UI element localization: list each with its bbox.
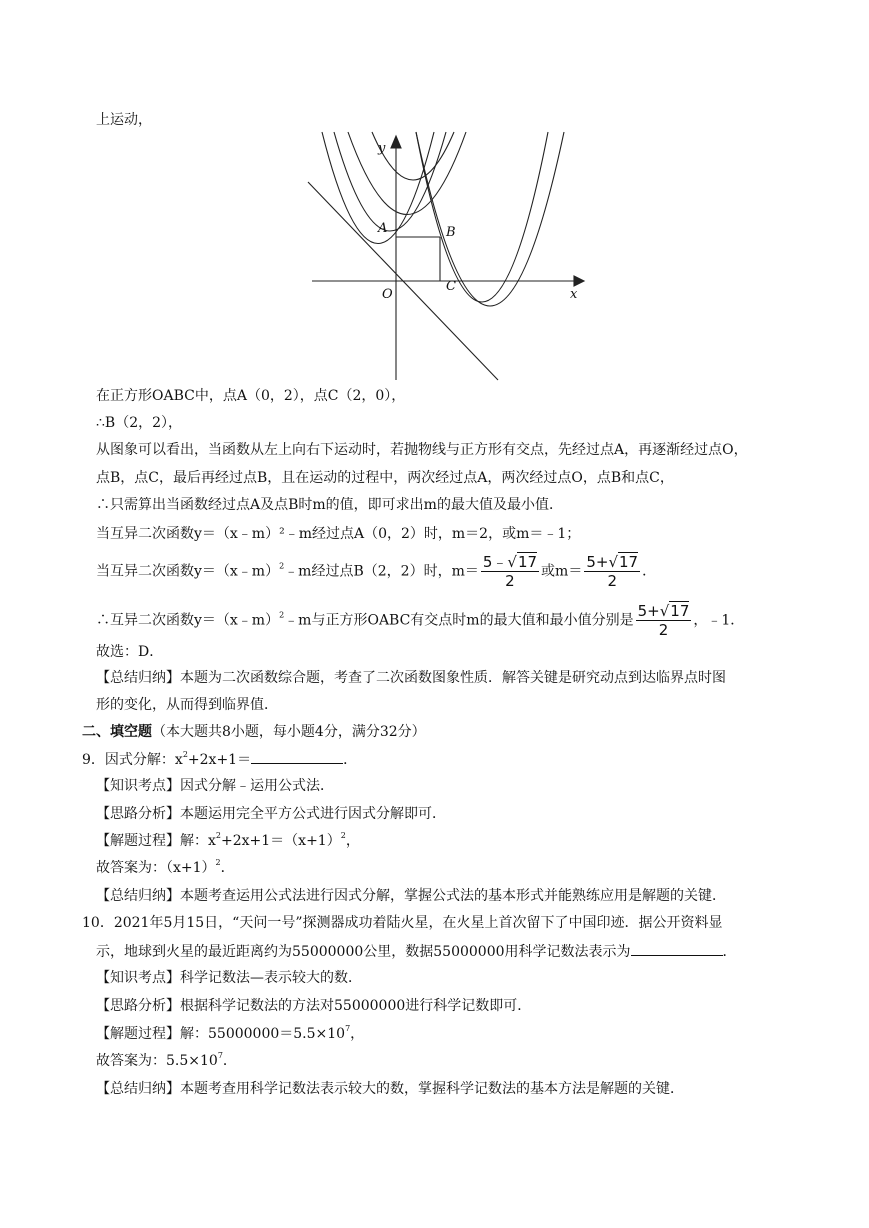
exponent: 7 xyxy=(345,1024,351,1033)
exponent: 2 xyxy=(279,610,285,620)
exponent: 2 xyxy=(215,831,221,840)
text-line xyxy=(96,1024,364,1044)
y-axis-arrow xyxy=(391,136,401,148)
text-line: 【知识考点】科学记数法—表示较大的数． xyxy=(96,970,362,986)
text-segment: 示，地球到火星的最近距离约为55000000公里，数据55000000用科学记数法表示为 xyxy=(96,944,631,960)
text-segment: ﹣m与正方形OABC有交点时m的最大值和最小值分别是 xyxy=(284,612,634,629)
text-line: 【总结归纳】本题考查用科学记数法表示较大的数，掌握科学记数法的基本方法是解题的关键． xyxy=(96,1081,684,1097)
text-line: 【思路分析】本题运用完全平方公式进行因式分解即可． xyxy=(96,806,446,822)
exponent: 2 xyxy=(340,831,346,840)
exponent: 2 xyxy=(279,561,285,571)
text-segment: 或m＝ xyxy=(541,563,583,580)
fraction-num: 5+ xyxy=(637,602,660,620)
answer-blank xyxy=(251,749,343,764)
text-line xyxy=(96,831,360,851)
graph-label-a: A xyxy=(378,221,388,236)
fraction-num: 5+ xyxy=(586,553,609,571)
text-segment: 【解题过程】解：x xyxy=(96,833,216,849)
text-line xyxy=(96,602,744,639)
text-line: ∴只需算出当函数经过点A及点B时m的值，即可求出m的最大值及最小值． xyxy=(96,497,563,513)
text-line: ∴B（2，2）， xyxy=(96,415,183,431)
fraction-den: 2 xyxy=(607,572,617,590)
text-segment: ∴互异二次函数y＝（x﹣m） xyxy=(96,612,280,629)
text-line xyxy=(96,941,737,962)
radicand: 17 xyxy=(517,553,538,571)
section-title: 二、填空题 xyxy=(82,724,152,740)
section-note: （本大题共8小题，每小题4分，满分32分） xyxy=(152,724,426,740)
text-segment: 当互异二次函数y＝（x﹣m） xyxy=(96,563,280,580)
section-tag: 【总结归纳】 xyxy=(96,670,180,686)
text-segment: ． xyxy=(722,944,737,960)
sqrt-symbol: √ xyxy=(608,553,619,571)
sqrt-symbol: √ xyxy=(507,553,517,571)
text-line: 故选：D． xyxy=(96,644,164,660)
text-segment: 【解题过程】解：55000000＝5.5×10 xyxy=(96,1026,346,1042)
text-line xyxy=(96,1051,237,1071)
radicand: 17 xyxy=(670,602,690,620)
section-heading xyxy=(82,722,426,742)
fraction xyxy=(584,553,640,590)
text-line: 【总结归纳】本题考查运用公式法进行因式分解，掌握公式法的基本形式并能熟练应用是解题的关键． xyxy=(96,888,726,904)
parabola-graph xyxy=(300,130,590,382)
graph-label-x: x xyxy=(570,287,578,302)
text-line xyxy=(96,668,726,688)
text-line: 【思路分析】根据科学记数法的方法对55000000进行科学记数即可． xyxy=(96,998,532,1014)
fraction-den: 2 xyxy=(505,572,515,590)
graph-label-c: C xyxy=(446,279,456,294)
text-line xyxy=(96,553,656,590)
sqrt-symbol: √ xyxy=(659,602,670,620)
text-segment: ， xyxy=(350,1026,365,1042)
text-segment: ，﹣1． xyxy=(693,612,745,629)
question-9 xyxy=(82,749,357,770)
fraction xyxy=(481,553,539,590)
text-line: 点B，点C，最后再经过点B，且在运动的过程中，两次经过点A，两次经过点O，点B和点C， xyxy=(96,470,674,486)
text-line: 从图象可以看出，当函数从左上向右下运动时，若抛物线与正方形有交点，先经过点A，再逐渐经过点O， xyxy=(96,442,748,458)
parabola-4 xyxy=(372,132,454,180)
text-line xyxy=(96,858,235,878)
exponent: 2 xyxy=(182,750,188,759)
x-axis-arrow xyxy=(574,276,584,286)
fraction-den: 2 xyxy=(658,621,669,639)
text-line: 当互异二次函数y＝（x﹣m）²﹣m经过点A（0，2）时，m＝2，或m＝﹣1； xyxy=(96,526,581,542)
text-line: 【知识考点】因式分解﹣运用公式法． xyxy=(96,778,334,794)
text-segment: 故答案为：5.5×10 xyxy=(96,1053,218,1069)
radicand: 17 xyxy=(619,553,639,571)
text-segment: ﹣m经过点B（2，2）时，m＝ xyxy=(284,563,479,580)
text-segment: ． xyxy=(220,860,235,876)
text-line: 在正方形OABC中，点A（0，2），点C（2，0）， xyxy=(96,388,406,404)
graph-label-b: B xyxy=(446,225,456,240)
question-10: 10．2021年5月15日，“天问一号”探测器成功着陆火星，在火星上首次留下了中国印迹．据公开资料显 xyxy=(82,915,723,931)
answer-blank xyxy=(631,941,723,956)
graph-label-y: y xyxy=(378,141,386,156)
text-segment: ． xyxy=(222,1053,237,1069)
text-segment: +2x+1＝（x+1） xyxy=(221,833,341,849)
text-segment: +2x+1＝ xyxy=(187,752,252,768)
fraction-num: 5﹣ xyxy=(482,553,508,571)
text-segment: 故答案为：（x+1） xyxy=(96,860,216,876)
parabola-5 xyxy=(416,132,548,302)
text-segment: ． xyxy=(642,563,657,580)
text-line: 形的变化，从而得到临界值． xyxy=(96,697,278,713)
graph-label-o: O xyxy=(382,287,393,302)
fraction xyxy=(636,602,692,639)
text-segment: ． xyxy=(343,752,358,768)
text-segment: 9．因式分解：x xyxy=(82,752,183,768)
text-segment: ， xyxy=(345,833,360,849)
exponent: 2 xyxy=(215,858,221,867)
text-segment: 本题为二次函数综合题，考查了二次函数图象性质．解答关键是研究动点到达临界点时图 xyxy=(180,670,726,686)
exponent: 7 xyxy=(217,1051,223,1060)
text-line: 上运动， xyxy=(96,112,152,128)
